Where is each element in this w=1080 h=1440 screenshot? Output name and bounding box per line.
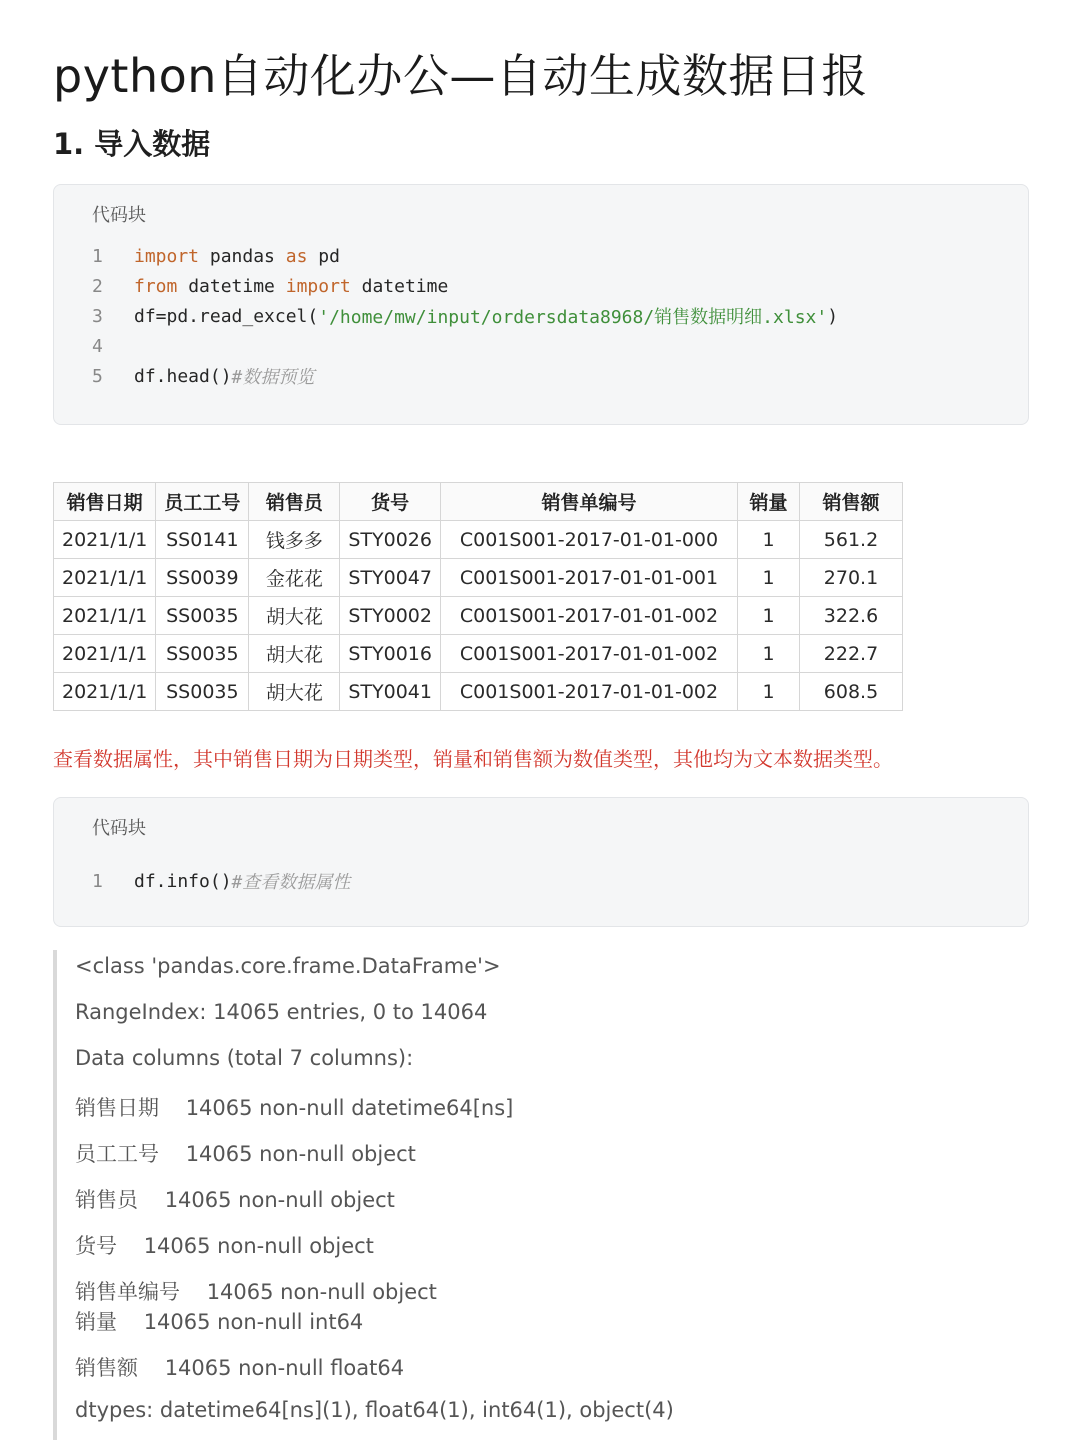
table-cell: SS0035: [156, 635, 249, 673]
code-token: #数据预览: [231, 367, 315, 388]
code-line: [92, 301, 838, 331]
table-cell: SS0035: [156, 597, 249, 635]
code-line: [92, 331, 134, 361]
table-cell: STY0016: [340, 635, 441, 673]
column-header: 销售员: [249, 483, 340, 521]
data-attribute-note: 查看数据属性，其中销售日期为日期类型，销量和销售额为数值类型，其他均为文本数据类型。: [53, 747, 893, 771]
table-row: [54, 673, 903, 711]
table-cell: 胡大花: [249, 673, 340, 711]
code-token: df.info(): [134, 870, 232, 892]
column-header: 销售单编号: [441, 483, 738, 521]
output-line: 货号 14065 non-null object: [75, 1234, 374, 1258]
table-cell: C001S001-2017-01-01-002: [441, 673, 738, 711]
code-token: df=pd.read_excel(: [134, 305, 319, 327]
table-cell: 322.6: [800, 597, 903, 635]
code-block-info[interactable]: [53, 797, 1029, 927]
table-cell: 胡大花: [249, 635, 340, 673]
code-token: pd: [307, 245, 340, 267]
output-line: dtypes: datetime64[ns](1), float64(1), int64(1), object(4): [75, 1398, 674, 1422]
table-cell: 222.7: [800, 635, 903, 673]
table-cell: 1: [738, 673, 800, 711]
output-line: 销售日期 14065 non-null datetime64[ns]: [75, 1096, 514, 1120]
code-block-label: 代码块: [92, 818, 146, 839]
code-block-import[interactable]: [53, 184, 1029, 425]
table-cell: STY0002: [340, 597, 441, 635]
code-line: [92, 271, 448, 301]
table-cell: 2021/1/1: [54, 597, 156, 635]
table-row: [54, 559, 903, 597]
table-cell: C001S001-2017-01-01-002: [441, 635, 738, 673]
table-cell: 1: [738, 635, 800, 673]
column-header: 销量: [738, 483, 800, 521]
code-line: [92, 361, 314, 391]
code-token: '/home/mw/input/ordersdata8968/销售数据明细.xlsx': [318, 307, 828, 328]
code-token: datetime: [177, 275, 286, 297]
line-number: 1: [92, 870, 103, 892]
data-preview-table: [53, 482, 903, 711]
table-cell: 270.1: [800, 559, 903, 597]
column-header: 销售额: [800, 483, 903, 521]
table-cell: STY0026: [340, 521, 441, 559]
table-cell: 608.5: [800, 673, 903, 711]
line-number: 5: [92, 365, 103, 387]
table-cell: 1: [738, 521, 800, 559]
table-cell: SS0141: [156, 521, 249, 559]
output-line: 销量 14065 non-null int64: [75, 1310, 364, 1334]
output-line: 销售额 14065 non-null float64: [75, 1356, 405, 1380]
code-token: df.head(): [134, 365, 232, 387]
table-cell: STY0047: [340, 559, 441, 597]
page-title: python自动化办公—自动生成数据日报: [53, 49, 868, 103]
table-cell: 2021/1/1: [54, 635, 156, 673]
info-output: [53, 950, 953, 1440]
line-number: 4: [92, 335, 103, 357]
table-cell: C001S001-2017-01-01-000: [441, 521, 738, 559]
column-header: 销售日期: [54, 483, 156, 521]
line-number: 3: [92, 305, 103, 327]
table-row: [54, 521, 903, 559]
output-line: RangeIndex: 14065 entries, 0 to 14064: [75, 1000, 488, 1024]
table-cell: 2021/1/1: [54, 521, 156, 559]
output-line: Data columns (total 7 columns):: [75, 1046, 414, 1070]
code-token: as: [285, 245, 308, 267]
table-cell: 1: [738, 597, 800, 635]
output-line: 销售单编号 14065 non-null object: [75, 1280, 437, 1304]
table-cell: 2021/1/1: [54, 673, 156, 711]
table-cell: 1: [738, 559, 800, 597]
code-line: [92, 866, 350, 896]
table-cell: STY0041: [340, 673, 441, 711]
section-heading: 1. 导入数据: [53, 127, 211, 161]
table-cell: 钱多多: [249, 521, 340, 559]
table-row: [54, 597, 903, 635]
table-cell: 胡大花: [249, 597, 340, 635]
code-token: #查看数据属性: [231, 872, 351, 893]
table-cell: C001S001-2017-01-01-001: [441, 559, 738, 597]
code-token: import: [285, 275, 351, 297]
column-header: 员工工号: [156, 483, 249, 521]
code-block-label: 代码块: [92, 205, 146, 226]
table-row: [54, 635, 903, 673]
table-cell: SS0039: [156, 559, 249, 597]
output-line: <class 'pandas.core.frame.DataFrame'>: [75, 954, 501, 978]
table-cell: 金花花: [249, 559, 340, 597]
line-number: 2: [92, 275, 103, 297]
table-cell: SS0035: [156, 673, 249, 711]
code-line: [92, 241, 340, 271]
line-number: 1: [92, 245, 103, 267]
output-line: 员工工号 14065 non-null object: [75, 1142, 416, 1166]
table-header-row: [54, 483, 903, 521]
table-cell: 2021/1/1: [54, 559, 156, 597]
code-token: import: [134, 245, 200, 267]
table-cell: C001S001-2017-01-01-002: [441, 597, 738, 635]
table-cell: 561.2: [800, 521, 903, 559]
code-token: pandas: [199, 245, 286, 267]
code-token: ): [827, 305, 839, 327]
code-token: from: [134, 275, 178, 297]
column-header: 货号: [340, 483, 441, 521]
code-token: datetime: [350, 275, 449, 297]
output-line: 销售员 14065 non-null object: [75, 1188, 395, 1212]
